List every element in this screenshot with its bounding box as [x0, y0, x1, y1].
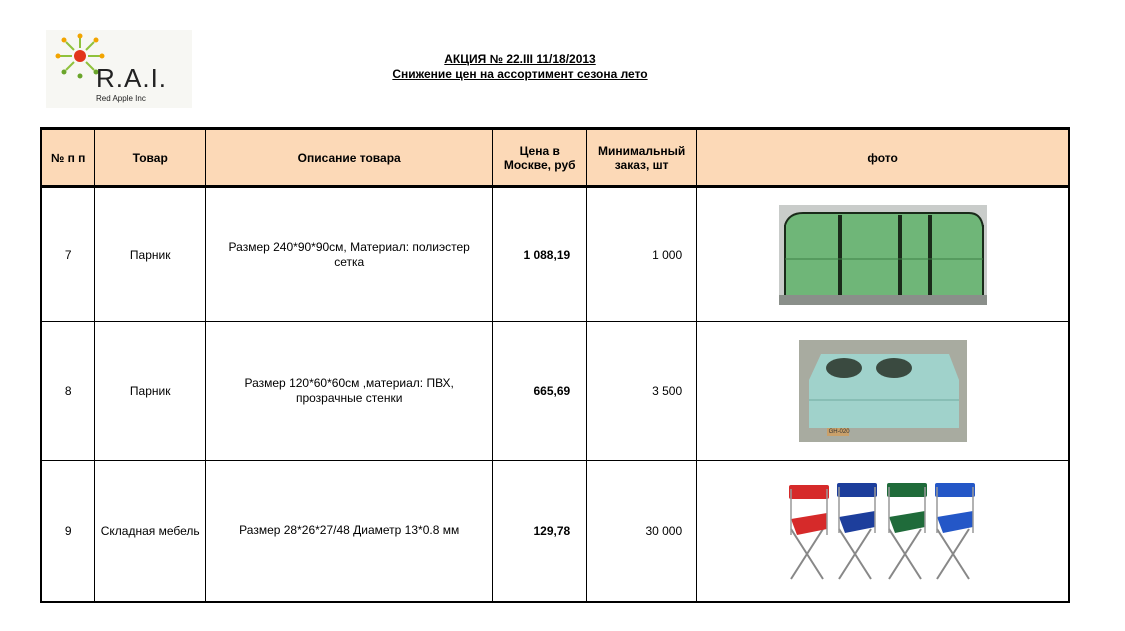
- product-description: Размер 28*26*27/48 Диаметр 13*0.8 мм: [206, 461, 493, 602]
- greenhouse-long-icon: [779, 205, 987, 305]
- column-header: фото: [697, 129, 1069, 187]
- promo-title: АКЦИЯ № 22.III 11/18/2013: [444, 52, 596, 66]
- products-table: [40, 127, 1070, 603]
- column-header: Товар: [95, 129, 206, 187]
- column-header: № п п: [41, 129, 95, 187]
- product-name: Складная мебель: [95, 461, 206, 602]
- column-header: Цена в Москве, руб: [493, 129, 587, 187]
- min-order: 30 000: [587, 461, 697, 602]
- product-photo-cell: [697, 187, 1069, 322]
- product-photo-cell: [697, 322, 1069, 461]
- product-price: 665,69: [493, 322, 587, 461]
- min-order: 1 000: [587, 187, 697, 322]
- min-order: 3 500: [587, 322, 697, 461]
- logo-subtitle: Red Apple Inc: [96, 94, 146, 103]
- product-code-label: GH-020: [828, 429, 850, 435]
- product-name: Парник: [95, 187, 206, 322]
- product-photo-cell: [697, 461, 1069, 602]
- product-description: Размер 240*90*90см, Материал: полиэстер сетка: [206, 187, 493, 322]
- product-price: 1 088,19: [493, 187, 587, 322]
- greenhouse-small-icon: [799, 340, 967, 442]
- row-number: 8: [41, 322, 95, 461]
- row-number: 9: [41, 461, 95, 602]
- promo-subtitle: Снижение цен на ассортимент сезона лето: [392, 67, 648, 81]
- product-name: Парник: [95, 322, 206, 461]
- row-number: 7: [41, 187, 95, 322]
- document-title: [370, 52, 670, 82]
- folding-chairs-icon: [783, 479, 983, 583]
- table-row: [41, 187, 1069, 322]
- logo-brand-text: R.A.I.: [96, 63, 168, 93]
- product-description: Размер 120*60*60см ,материал: ПВХ, прозрачные стенки: [206, 322, 493, 461]
- table-row: [41, 461, 1069, 602]
- column-header: Описание товара: [206, 129, 493, 187]
- table-header-row: [41, 129, 1069, 187]
- table-row: [41, 322, 1069, 461]
- company-logo: [46, 30, 192, 108]
- product-price: 129,78: [493, 461, 587, 602]
- column-header: Минимальный заказ, шт: [587, 129, 697, 187]
